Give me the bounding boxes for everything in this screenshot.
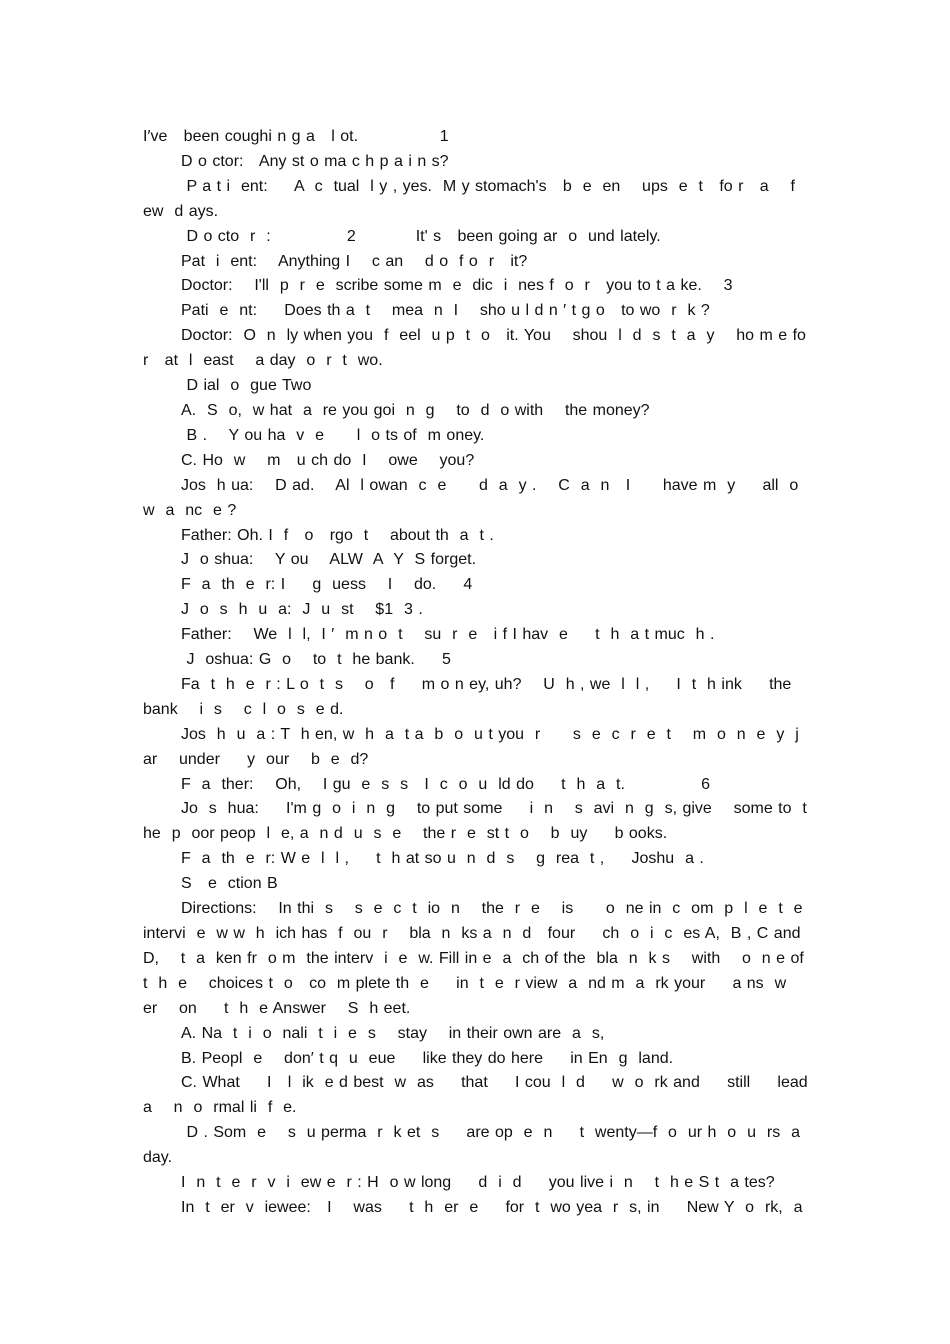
text-paragraph: Directions: In thi s s e c t io n the r e is o ne in c om p l e t e intervi e w w h ich has f ou r bla n ks a n d four ch o i c es A, B , C and D, t a ken fr o m the interv i e w. Fill in e a ch of the bla n k s with o n e of t h e choices t o co m plete th e in t e r view a nd m a rk your a ns w er on t h e Answer S h eet. (143, 900, 810, 1017)
text-paragraph: S e ction B (181, 875, 278, 893)
text-paragraph: D ial o gue Two (181, 377, 312, 395)
text-paragraph: F a th e r: I g uess I do. 4 (181, 576, 473, 594)
text-paragraph: Pat i ent: Anything I c an d o f o r it? (181, 252, 528, 270)
text-paragraph: A. S o, w hat a re you goi n g to d o with the money? (181, 401, 650, 419)
text-paragraph: C. What I l ik e d best w as that I cou l d w o rk and still lead a n o rmal li f e. (143, 1074, 814, 1117)
text-paragraph: J o shua: Y ou ALW A Y S forget. (181, 551, 477, 569)
text-paragraph: B . Y ou ha v e l o ts of m oney. (181, 426, 485, 444)
text-paragraph: P a t i ent: A c tual l y , yes. M y stomach's b e en ups e t fo r a f ew d ays. (143, 177, 801, 220)
text-paragraph: B. Peopl e don′ t q u eue like they do here in En g land. (181, 1049, 674, 1067)
text-paragraph: Jos h u a : T h en, w h a t a b o u t you r s e c r e t m o n e y j ar under y our b e d? (143, 725, 805, 768)
text-paragraph: Father: Oh. I f o rgo t about th a t . (181, 526, 494, 544)
text-paragraph: F a ther: Oh, I gu e s s I c o u ld do t h a t. 6 (181, 775, 711, 793)
text-paragraph: Jos h ua: D ad. Al l owan c e d a y . C a n I have m y all o w a nc e ? (143, 476, 804, 519)
text-paragraph: I′ve been coughi n g a l ot. 1 (143, 128, 449, 145)
text-paragraph: A. Na t i o nali t i e s stay in their own are a s, (181, 1024, 605, 1042)
text-paragraph: Father: We l l, I ′ m n o t su r e i f I hav e t h a t muc h . (181, 626, 715, 644)
text-paragraph: D o ctor: Any st o ma c h p a i n s? (181, 152, 449, 170)
text-paragraph: Jo s hua: I'm g o i n g to put some i n s avi n g s, give some to t he p oor peop l e, a n d u s e the r e st t o b uy b ooks. (143, 800, 818, 843)
text-paragraph: I n t e r v i ew e r : H o w long d i d you live i n t h e S t a tes? (181, 1174, 775, 1192)
document-body (143, 125, 818, 1221)
text-paragraph: Pati e nt: Does th a t mea n I sho u l d n ′ t g o to wo r k ? (181, 302, 710, 320)
text-paragraph: F a th e r: W e l l , t h at so u n d s g rea t , Joshu a . (181, 850, 704, 868)
text-paragraph: Doctor: O n ly when you f eel u p t o it. You shou l d s t a y ho m e fo r at l east a day o r t wo. (143, 327, 817, 370)
text-paragraph: Doctor: I'll p r e scribe some m e dic i nes f o r you to t a ke. 3 (181, 277, 733, 295)
text-paragraph: J o s h u a: J u st $1 3 . (181, 601, 423, 619)
text-paragraph: J oshua: G o to t he bank. 5 (181, 651, 451, 669)
text-paragraph: In t er v iewee: I was t h er e for t wo yea r s, in New Y o rk, a (181, 1198, 803, 1216)
text-paragraph: Fa t h e r : L o t s o f m o n ey, uh? U h , we l l , I t h ink the bank i s c l o s e d. (143, 675, 797, 718)
text-paragraph: C. Ho w m u ch do I owe you? (181, 451, 475, 469)
text-paragraph: D o cto r : 2 It' s been going ar o und lately. (181, 227, 661, 245)
text-paragraph: D . Som e s u perma r k et s are op e n t wenty—f o ur h o u rs a day. (143, 1124, 817, 1167)
